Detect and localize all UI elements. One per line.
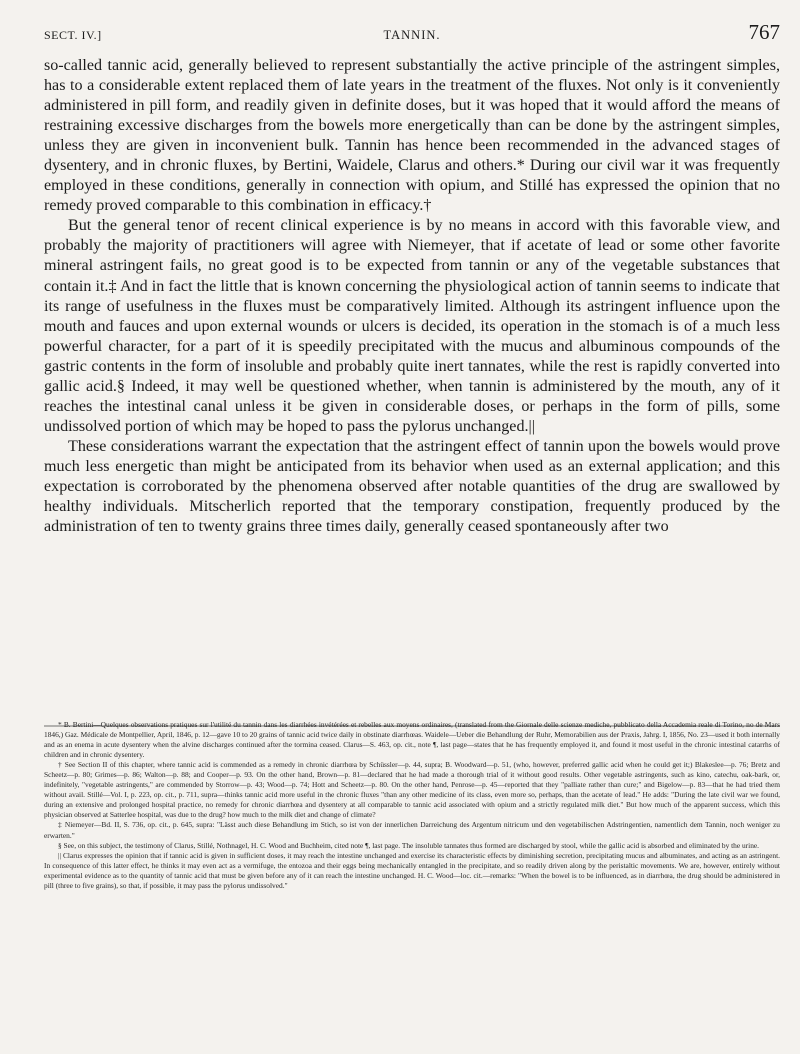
footnote: † See Section II of this chapter, where tannic acid is commended as a remedy in chronic diarrhœa by Schüssler—p. 44, supra; B. Woodward—p. 51, (who, however, preferred gallic acid when he could get it;) Blakeslee—p. 76; Bretz and Scheetz—p. 80; Grimes—p. 86; Walton—p. 88; and Cooper—p. 93. On the other hand, Brown—p. 81—declared that he had made a thorough trial of it without good results. Other vegetable astringents, such as kino, catechu, oak-bark, or, indefinitely, "vegetable astringents," are commended by Storrow—p. 43; Wood—p. 74; Hott and Scheetz—p. 80. On the other hand, Penrose—p. 45—reported that they "palliate rather than cure;" and Bigelow—p. 83—that he had tried them without avail. Stillé—Vol. I, p. 223, op. cit., p. 711, supra—thinks tannic acid more useful in the chronic fluxes "than any other medicine of its class, even more so, perhaps, than the acetate of lead." He adds: "During the late civil war we found, during an extensive and prolonged hospital practice, no remedy for chronic diarrhœa and dysentery at all comparable to tannic acid associated with opium and a strictly regulated milk diet." But how much of the apparent success, which this physician observed at Satterlee hospital, was due to the drug? how much to the milk diet and change of climate? bbox=[44, 760, 780, 820]
section-label: SECT. IV.] bbox=[44, 28, 102, 42]
footnote: || Clarus expresses the opinion that if tannic acid is given in sufficient doses, it may reach the intestine unchanged and exercise its characteristic effects by diminishing secretion, precipitating mucus and albuminates, and acting as an astringent. In consequence of this latter effect, he thinks it may even act as a vermifuge, the entozoa and their eggs being mechanically entangled in the precipitate, and so readily driven along by the peristaltic movements. We are, however, entirely without experimental evidence as to the quantity of tannic acid that must be given before any of it can reach the intestine unchanged. H. C. Wood—loc. cit.—remarks: "When the bowel is to be influenced, as in diarrhœa, the drug should be administered in pill (three to five grains), so that, if possible, it may pass the pylorus undissolved." bbox=[44, 850, 780, 890]
running-header bbox=[44, 22, 780, 48]
running-title: TANNIN. bbox=[383, 28, 441, 42]
footnote: ‡ Niemeyer—Bd. II, S. 736, op. cit., p. 645, supra: "Lässt auch diese Behandlung im Stich, so ist von der innerlichen Darreichung des Argentum nitricum und den vegetabilischen Adstringentien, namentlich dem Tannin, noch weniger zu erwarten." bbox=[44, 820, 780, 840]
main-text bbox=[44, 56, 780, 537]
paragraph: so-called tannic acid, generally believed to represent substantially the active principle of the astringent simples, has to a considerable extent replaced them of late years in the treatment of the fluxes. Not only is it conveniently administered in pill form, and readily given in definite doses, but it was hoped that it would afford the means of restraining excessive discharges from the bowels more energetically than can be done by the astringent simples, unless they are given in inconvenient bulk. Tannin has hence been recommended in the advanced stages of dysentery, and in chronic fluxes, by Bertini, Waidele, Clarus and others.* During our civil war it was frequently employed in these conditions, generally in connection with opium, and Stillé has expressed the opinion that no remedy proved comparable to this combination in efficacy.† bbox=[44, 57, 780, 215]
page-number: 767 bbox=[748, 20, 780, 44]
footnotes bbox=[44, 720, 780, 891]
paragraph: These considerations warrant the expectation that the astringent effect of tannin upon the bowels would prove much less energetic than might be anticipated from its behavior when used as an external application; and this expectation is corroborated by the phenomena observed after notable quantities of the drug are swallowed by healthy individuals. Mitscherlich reported that the temporary constipation, frequently produced by the administration of ten to twenty grains three times daily, generally ceased spontaneously after two bbox=[44, 437, 780, 536]
paragraph: But the general tenor of recent clinical experience is by no means in accord with this favorable view, and probably the majority of practitioners will agree with Niemeyer, that if acetate of lead or some other favorite mineral astringent fails, no great good is to be expected from tannin or any of the vegetable substances that contain it.‡ And in fact the little that is known concerning the physiological action of tannin seems to indicate that its range of usefulness in the fluxes must be comparatively limited. Although its astringent influence upon the mouth and fauces and upon external wounds or ulcers is decided, its operation in the stomach is of a much less powerful character, for a part of it is speedily precipitated with the mucus and albuminous compounds of the gastric contents in the form of insoluble and probably quite inert tannates, while the rest is rapidly converted into gallic acid.§ Indeed, it may well be questioned whether, when tannin is administered by the mouth, any of it reaches the intestinal canal unless it be given in considerable doses, or perhaps in the form of pills, some undissolved portion of which may be hoped to pass the pylorus unchanged.|| bbox=[44, 217, 780, 435]
footnote: * B. Bertini—Quelques observations pratiques sur l'utilité du tannin dans les diarrhées invétérées et rebelles aux moyens ordinaires, (translated from the Giornale delle scienze mediche, pubblicato della Accademia reale di Torino, no de Mars 1846,) Gaz. Médicale de Montpellier, April, 1846, p. 12—gave 10 to 20 grains of tannic acid twice daily in obstinate diarrhœas. Waidele—Ueber die Behandlung der Ruhr, Memorabilien aus der Praxis, Jahrg. I, 1856, No. 23—used it both internally and as an enema in acute dysentery when the alvine discharges continued after the tormina ceased. Clarus—S. 463, op. cit., note ¶, last page—states that he has frequently employed it, and found it most useful in the chronic intestinal catarrhs of children and in chronic dysentery. bbox=[44, 720, 780, 760]
footnote: § See, on this subject, the testimony of Clarus, Stillé, Nothnagel, H. C. Wood and Buchheim, cited note ¶, last page. The insoluble tannates thus formed are discharged by stool, while the gallic acid is absorbed and eliminated by the urine. bbox=[58, 840, 760, 850]
